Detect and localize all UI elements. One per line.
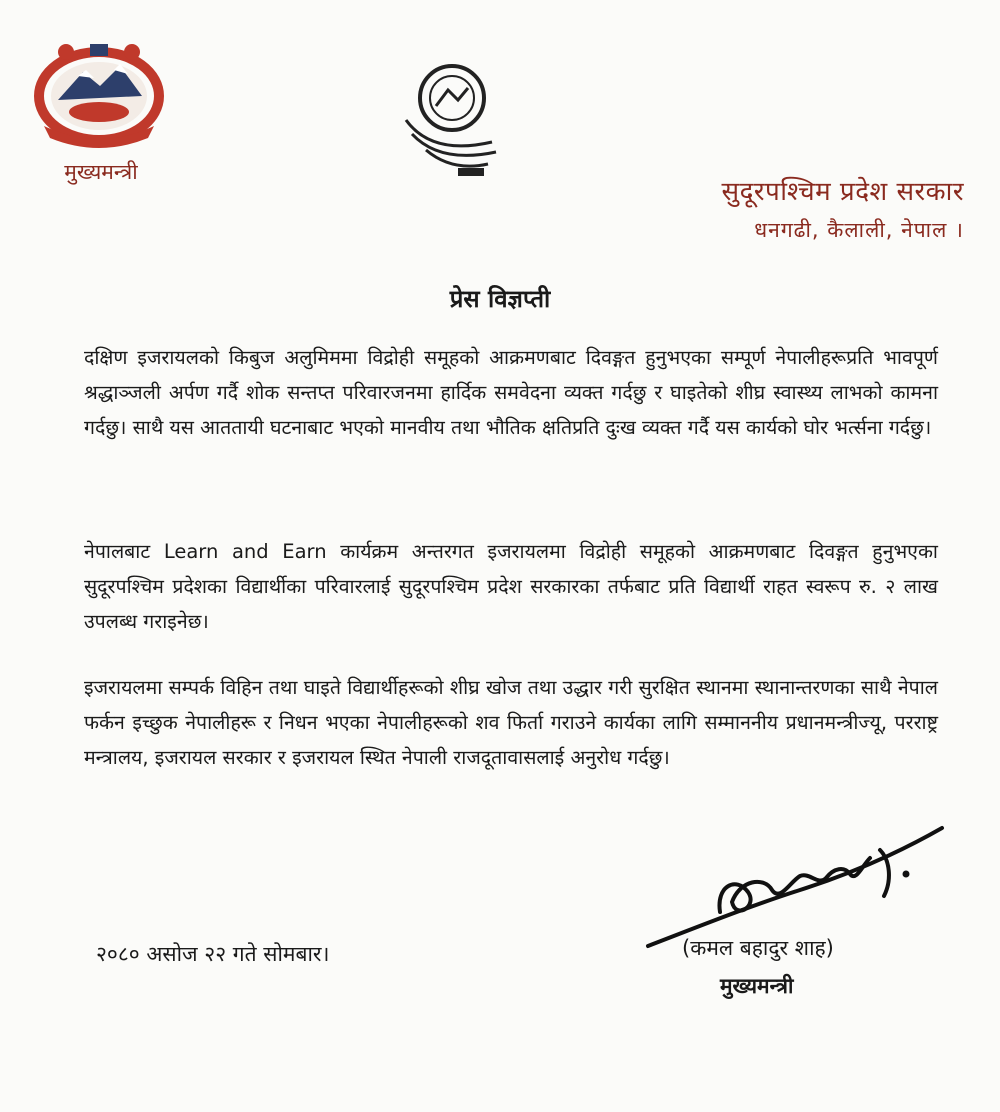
signer-name: (कमल बहादुर शाह) [682,936,834,960]
office-label: मुख्यमन्त्री [64,160,138,184]
document-date: २०८० असोज २२ गते सोमबार। [96,942,330,966]
nepal-emblem-icon [28,30,170,152]
government-letterhead [722,172,964,244]
paragraph-condolence: दक्षिण इजरायलको किबुज अलुमिममा विद्रोही समूहको आक्रमणबाट दिवङ्गत हुनुभएका सम्पूर्ण नेपालीहरूप्रति भावपूर्ण श्रद्धाञ्जली अर्पण गर्दै शोक सन्तप्त परिवारजनमा हार्दिक समवेदना व्यक्त गर्दछु र घाइतेको शीघ्र स्वास्थ्य लाभको कामना गर्दछु। साथै यस आततायी घटनाबाट भएको मानवीय तथा भौतिक क्षतिप्रति दुःख व्यक्त गर्दै यस कार्यको घोर भर्त्सना गर्दछु। [84,346,938,439]
signer-title: मुख्यमन्त्री [720,974,794,998]
document-title: प्रेस विज्ञप्ती [449,285,551,313]
government-address: धनगढी, कैलाली, नेपाल । [754,218,964,242]
government-name: सुदूरपश्चिम प्रदेश सरकार [721,177,964,207]
paragraph-request: इजरायलमा सम्पर्क विहिन तथा घाइते विद्यार्थीहरूको शीघ्र खोज तथा उद्धार गरी सुरक्षित स्थानमा स्थानान्तरणका साथै नेपाल फर्कन इच्छुक नेपालीहरू र निधन भएका नेपालीहरूको शव फिर्ता गराउने कार्यका लागि सम्माननीय प्रधानमन्त्रीज्यू, परराष्ट्र मन्त्रालय, इजरायल सरकार र इजरायल स्थित नेपाली राजदूतावासलाई अनुरोध गर्दछु। [84,676,938,769]
official-seal-icon [392,56,522,186]
paragraph-relief: नेपालबाट Learn and Earn कार्यक्रम अन्तरगत इजरायलमा विद्रोही समूहको आक्रमणबाट दिवङ्गत हुनुभएका सुदूरपश्चिम प्रदेशका विद्यार्थीका परिवारलाई सुदूरपश्चिम प्रदेश सरकारका तर्फबाट प्रति विद्यार्थी राहत स्वरूप रु. २ लाख उपलब्ध गराइनेछ। [84,540,938,633]
